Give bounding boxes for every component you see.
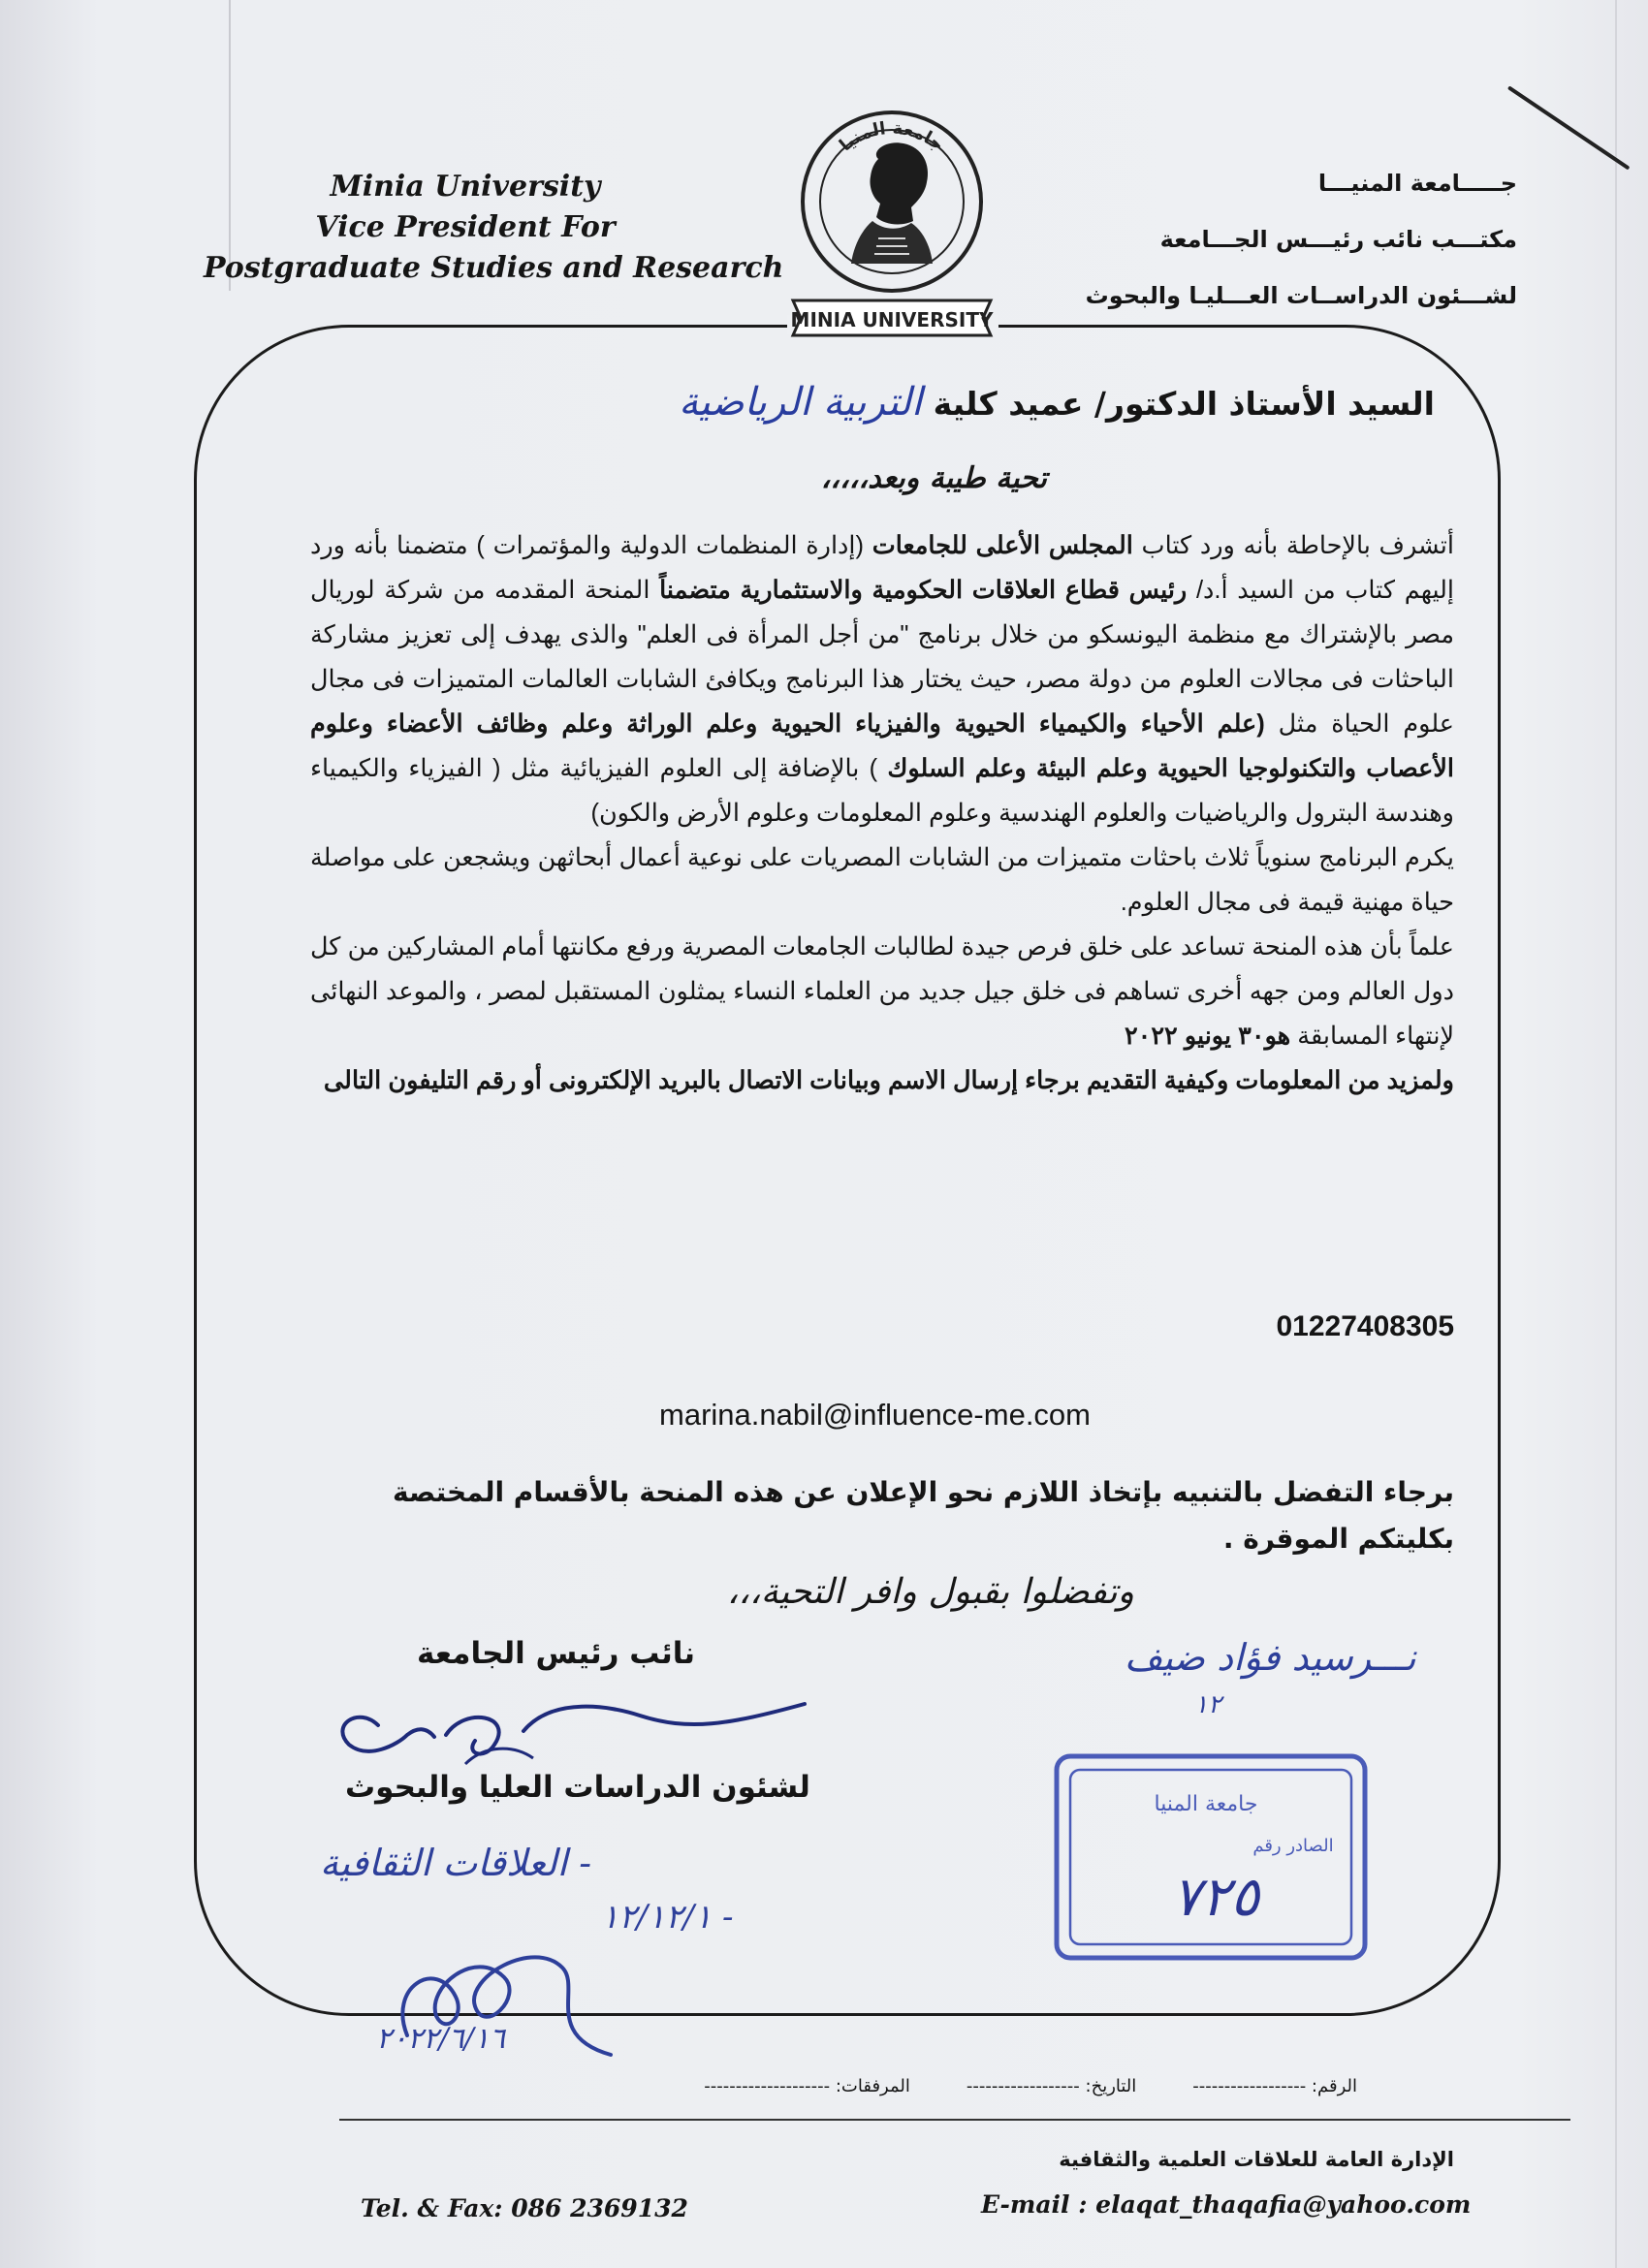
ref-number: الرقم: ------------------ [1192, 2076, 1357, 2096]
body-paragraph-4: ولمزيد من المعلومات وكيفية التقديم برجاء إرسال الاسم وبيانات الاتصال بالبريد الإلكترونى أو رقم التليفون التالى [323, 1067, 1454, 1094]
pen-stroke-mark [1507, 85, 1631, 170]
request-paragraph: برجاء التفضل بالتنبيه بإتخاذ اللازم نحو الإعلان عن هذه المنحة بالأقسام المختصة بكليتكم الموقرة . [393, 1476, 1454, 1555]
p1-text-a: أتشرف بالإحاطة بأنه ورد كتاب [1132, 532, 1454, 559]
scan-edge-line-right [1615, 0, 1617, 2268]
p3-deadline: هو٣٠ يونيو ٢٠٢٢ [1124, 1023, 1291, 1050]
ref-attachments: المرفقات: -------------------- [704, 2076, 910, 2096]
university-seal-logo [785, 93, 998, 349]
signatory-title-2: لشئون الدراسات العليا والبحوث [345, 1770, 810, 1805]
greeting-line: تحية طيبة وبعد،،،،، [820, 461, 1047, 495]
handwritten-note-number: - ١٢/١٢/١ [601, 1898, 734, 1937]
stamp-number: ٧٢٥ [1171, 1866, 1260, 1929]
p1-bold-sector: رئيس قطاع العلاقات الحكومية والاستثمارية متضمناً [659, 577, 1188, 604]
footer-divider [339, 2119, 1570, 2121]
header-arabic [974, 155, 1517, 324]
header-ar-line-3: لشـــئون الدراســات العـــليـا والبحوث [1085, 282, 1517, 309]
handwritten-note-date: ٢٠٢٢/٦/١٦ [376, 2022, 506, 2056]
footer-department: الإدارة العامة للعلاقات العلمية والثقافية [1059, 2148, 1454, 2171]
p1-bold-council: المجلس الأعلى للجامعات [872, 532, 1133, 559]
salutation-printed: السيد الأستاذ الدكتور/ عميد كلية [933, 385, 1435, 423]
seal-top-text: جامعة المنيا [835, 117, 948, 156]
stamp-line-2: الصادر رقم [1252, 1836, 1334, 1856]
body-paragraph-1 [310, 523, 1454, 835]
ref-date: التاريخ: ------------------ [966, 2076, 1137, 2096]
header-en-line-2: Vice President For [315, 210, 616, 244]
outgoing-stamp [1051, 1750, 1371, 1964]
p3-text-a: علماً بأن هذه المنحة تساعد على خلق فرص جيدة لطالبات الجامعات المصرية ورفع مكانتها أمام المشاركين من كل دول العالم ومن جهه أخرى تساهم فى خلق جيل جديد من العلماء النساء يمثلون المستقبل لمصر ، والموعد النهائى لإنتهاء المسابقة [310, 933, 1454, 1050]
footer-email: E-mail : elaqat_thaqafia@yahoo.com [981, 2190, 1472, 2219]
header-ar-line-1: جـــــامعة المنيـــا [1317, 170, 1517, 197]
contact-email: marina.nabil@influence-me.com [659, 1398, 1091, 1432]
letter-body [310, 523, 1454, 1103]
p1-text-g: ) بالإضافة إلى العلوم الفيزيائية مثل ( الفيزياء والكيمياء وهندسة البترول والرياضيات والعلوم الهندسية وعلوم المعلومات وعلوم الأرض والكون) [310, 755, 1454, 827]
body-paragraph-2: يكرم البرنامج سنوياً ثلاث باحثات متميزات من الشابات المصريات على نوعية أعمال أبحاثهن ويشجعن على مواصلة حياة مهنية قيمة فى مجال العلوم. [310, 844, 1454, 916]
handwritten-note-right-sub: ١٢ [1194, 1690, 1221, 1719]
contact-phone: 01227408305 [1276, 1310, 1454, 1342]
body-paragraph-3 [310, 925, 1454, 1058]
salutation-handwritten: التربية الرياضية [679, 380, 923, 425]
handwritten-note-right: نـــرسيد فؤاد ضيف [1125, 1636, 1416, 1679]
vp-signature [320, 1677, 824, 1774]
header-en-line-3: Postgraduate Studies and Research [204, 251, 784, 285]
handwritten-note-cultural-relations: - العلاقات الثقافية [320, 1842, 592, 1884]
header-ar-line-2: مكتـــب نائب رئيـــس الجـــامعة [1159, 226, 1517, 253]
p1-text-e: المنحة المقدمه من شركة لوريال مصر بالإشتراك مع منظمة اليونسكو من خلال برنامج "من أجل المرأة فى العلم" والذى يهدف إلى تعزيز مشاركة الباحثات فى مجالات العلوم من دولة مصر، حيث يختار هذا البرنامج ويكافئ الشابات العالمات المتميزات فى مجال علوم الحياة مثل [310, 577, 1455, 738]
header-english [204, 167, 784, 289]
footer-tel-fax: Tel. & Fax: 086 2369132 [361, 2194, 688, 2222]
p1-bold-life-sciences: (علم الأحياء والكيمياء الحيوية والفيزياء الحيوية وعلم الوراثة وعلم وظائف الأعضاء وعلوم الأعصاب والتكنولوجيا الحيوية وعلم البيئة وعلم السلوك [310, 710, 1454, 782]
stamp-line-1: جامعة المنيا [1154, 1792, 1258, 1816]
p1-text-c: (إدارة المنظمات الدولية والمؤتمرات ) متضمنا بأنه ورد إليهم كتاب من السيد أ.د/ [310, 532, 1455, 604]
closing-line: وتفضلوا بقبول وافر التحية،،، [726, 1572, 1134, 1612]
reference-line [427, 2076, 1357, 2096]
header-en-line-1: Minia University [330, 170, 601, 204]
seal-bottom-text: MINIA UNIVERSITY [790, 308, 994, 331]
salutation-line [679, 380, 1435, 425]
signatory-title-1: نائب رئيس الجامعة [417, 1636, 696, 1671]
